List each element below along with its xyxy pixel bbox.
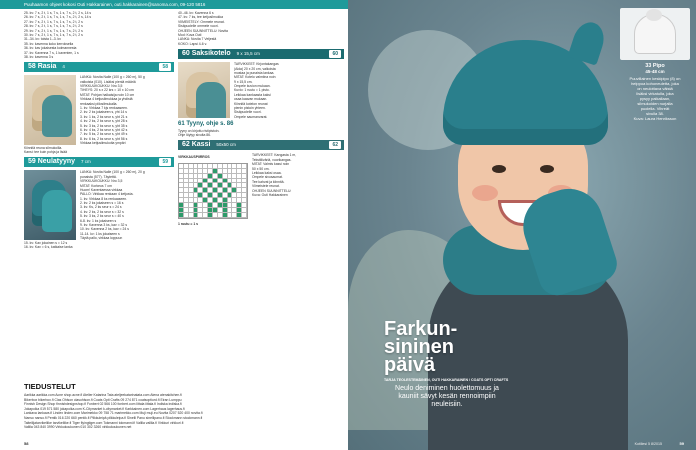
enquiries-line: Aarikka aarikka.com Acne shop.acne.fi Atelier Katarina Tata ateljeekatarinatata.com Atena atenakitchen.fi — [24, 393, 182, 397]
instruction-line: LANKA: Novita 7 Veljestä — [178, 37, 217, 42]
instruction-line: Sisäpuolelle vuori. — [234, 110, 262, 115]
enquiries-line: Finnish Design Shop finnishdesignshop.fi Fonbert 02 566 100 fonbert.com Iittala iittala.fi Indiska indiska.fi — [24, 402, 182, 407]
instruction-line: 7. kv: 5 ks, 2 ks seur s, yht 49 s — [80, 132, 128, 137]
section-62-body — [178, 153, 344, 226]
instruction-line: 10. kv: Kavenna 2 ks, kav = 24 s — [80, 227, 129, 232]
section-59-body — [24, 170, 174, 249]
instruction-line: Tekstiiliväriä, vuorikangas. — [252, 157, 292, 162]
instruction-line: Ompele kuvion mukaan. — [234, 84, 271, 89]
instruction-line: PALLO: Virkkaa renkaan 4 ketjusta. — [80, 192, 134, 197]
instruction-line: 26. kv: 7 s, 2 t, 1 s, 7 s, 1 s, 7 s, 2 t, 2 s, 14 s — [24, 15, 92, 20]
instruction-line: osaa kaavan mukaan. — [234, 97, 268, 102]
instruction-line: 9 x 15,5 cm. — [234, 79, 253, 84]
instruction-line: 4. kv: 2 ks, 2 ks seur s, yht 28 s — [80, 119, 128, 124]
section-meta: 50x50 cm — [216, 142, 236, 148]
instruction-line: 3. kv: 1 ks, 2 ks seur s, yht 21 s — [80, 114, 128, 119]
section-58-body — [24, 75, 174, 154]
section-number-badge: 60 — [329, 50, 341, 58]
section-title: 58 Rasia — [28, 63, 57, 71]
instruction-line: OHJEEN SUUNNITTELU: — [252, 188, 292, 193]
instruction-line: MITAT: Korkeus 7 cm — [80, 183, 112, 188]
instruction-line: 6. kv: 4 ks, 2 ks seur s, yht 42 s — [80, 127, 128, 132]
instruction-line: Ompele saumanvarat. — [234, 114, 268, 119]
instruction-line: OHJEEN SUUNNITTELU: Novita — [178, 28, 228, 33]
instruction-line: 2. kv: 2 ks jokaiseen s = 16 s — [80, 201, 124, 206]
instruction-line: 31.-34. kv: toista 1.-3. kv — [24, 37, 61, 42]
scissor-case-photo — [178, 62, 230, 118]
instruction-line: Viimeistele reunat. — [252, 184, 280, 189]
instruction-line: Virkkaa ketjusilmukoita ympäri — [80, 141, 126, 146]
instruction-line: 36. kv: kav jokaisesta kolmannesta — [24, 46, 77, 51]
caption-line: Puuvillainen keskipipo (8) on — [629, 76, 681, 81]
section-number-badge: 62 — [329, 141, 341, 149]
instruction-line: 15. kv: Kav jokainen s = 12 s — [24, 240, 68, 245]
instruction-line: TARVIKKEET: Kirjontakangas — [234, 62, 279, 67]
instruction-line: 38. kv: kavenna 3 s — [24, 54, 54, 59]
page-number-right: 59 — [679, 441, 684, 446]
section-title: 59 Neulatyyny — [28, 158, 76, 166]
hero-title-line: sininen — [384, 336, 455, 358]
section-header-58 — [24, 62, 174, 72]
instruction-line: Tyyny on kirjottu ristipistoin. — [178, 128, 220, 133]
section-title: 62 Kassi — [182, 141, 211, 149]
instruction-line: 1. kv: Virkkaa 7 kjs renkaaseen. — [80, 106, 128, 111]
instruction-line: 5. kv: 3 ks, 2 ks seur s, yht 35 s — [80, 123, 128, 128]
section-header-60 — [178, 49, 344, 59]
instructions-column-left — [24, 11, 174, 371]
instruction-line: VIRKKUUKOUKKU: Nro 3,5 — [80, 84, 123, 89]
instruction-line: TARVIKKEET: Kangasta 1 m, — [252, 153, 297, 158]
instruction-line: Virkkaa 4 ketjusilmukkaa ja yhdistä — [80, 97, 133, 102]
instruction-line: MITAT: Valmis kassi noin — [252, 162, 290, 167]
magazine-name: Kotiliesi 5 8/2015 — [634, 442, 662, 446]
instruction-line: Ohje löytyy sivulta 86. — [178, 133, 211, 137]
instruction-line: VIIMEISTELY: Ommele reunat. — [178, 19, 225, 24]
caption-line: sivulla 38. — [646, 111, 664, 116]
instruction-line: renkaaksi piilosilmukalla. — [80, 101, 118, 106]
instruction-line: 35. kv: kavenna koko kerroksella — [24, 41, 74, 46]
instruction-line: 3. kv: Ks, 2 ks seur s = 24 s — [80, 205, 122, 210]
section-header-59 — [24, 157, 174, 167]
instruction-line: Kuva: Outi Hakkarainen — [252, 192, 288, 197]
caption-line: helppoa kohoneuletta, joka — [631, 81, 679, 86]
instruction-line: Mod: Kuva Outi — [178, 32, 202, 37]
instruction-line: 25. kv: 7 s, 2 t, 1 s, 7 s, 1 s, 7 s, 2 t, 2 s, 14 s — [24, 11, 92, 15]
instruction-line: Kuvio: 1 ruutu = 1 pisto. — [234, 88, 270, 93]
stitch-chart — [178, 163, 248, 219]
instruction-line: Kansi: tee kuin pohja ja lisää — [24, 149, 67, 154]
instruction-line: 40.-46. kv: Kavenna 6 s — [178, 11, 214, 15]
instruction-line: Huom! Kaventaessa virkkaa — [80, 187, 123, 192]
chart-legend: 1 ruutu = 1 s — [178, 221, 199, 226]
instruction-line: Sisäpuolelle ommele vuori. — [178, 24, 219, 29]
instruction-line: TIHEYS: 20 s x 22 krs = 10 x 10 cm — [80, 88, 134, 93]
pincushion-photo — [24, 170, 76, 240]
caption-line: lisäksi virkatulla, joka — [636, 91, 674, 96]
cover-photo — [348, 0, 696, 450]
instruction-line: pienin pistoin yhteen. — [234, 106, 266, 111]
instruction-line: 29. kv: 7 s, 2 t, 1 s, 7 s, 1 s, 7 s, 2 t, 2 s — [24, 28, 83, 33]
instruction-line: 30. kv: 7 s, 2 t, 1 s, 7 s, 1 s, 7 s, 2 t, 2 s — [24, 32, 83, 37]
chart-cell — [242, 213, 247, 218]
enquiries-line: Jokapoika 019 571 580 jokapoika.com K-Citymarket k-citymarket.fi Karkkainen.com Lagerhaus lagerhaus.fi — [24, 406, 185, 411]
section-title: 60 Saksikotelo — [182, 50, 231, 58]
section-meta: 4 — [62, 64, 65, 70]
section-title-61: 61 Tyyny, ohje s. 86 — [178, 121, 234, 128]
continued-instructions — [24, 11, 174, 59]
instruction-line: 5. kv: 3 ks, 2 ks seur s = 40 s — [80, 214, 124, 219]
instruction-line: valkoista (010). Lisäksi pieniä määriä — [80, 79, 136, 84]
instruction-line: 28. kv: 7 s, 2 t, 1 s, 7 s, 1 s, 7 s, 2 t, 2 s — [24, 24, 83, 29]
instruction-line: Leikkaa kaksi osaa. — [252, 170, 282, 175]
caption-line: silmukoiden nurjalla — [637, 101, 673, 106]
instruction-line: Tee kahvat ja kiinnitä. — [252, 179, 285, 184]
instruction-line: Täytä pallo, virkkaa loppuun — [80, 236, 123, 241]
instruction-line: mustaa ja punaista lankaa. — [234, 70, 275, 75]
instruction-line: 2. kv: 2 ks jokaiseen s, yht 14 s — [80, 110, 127, 115]
page-number-left: 58 — [24, 441, 29, 446]
instruction-line: Ompele sivusaumat. — [252, 175, 283, 180]
section-meta: 9 x 15,5 cm — [236, 51, 260, 57]
instruction-line: punaista (577). Täytettä. — [80, 174, 117, 179]
instruction-line: LANKA: Novita Nalle (100 g = 260 m), 20 g — [80, 170, 145, 175]
caption-line: Kuva: Laura Henriksson — [633, 116, 677, 121]
hero-title-line: Farkun- — [384, 318, 458, 340]
instructions-column-right — [178, 11, 344, 371]
enquiries-line: Lankava lankava.fi Lindex lindex.com Marimekko 09 758 71 marimekko.com Muji muji.eu Novita 0207 520 400 novita.fi — [24, 411, 203, 416]
instruction-line: 11-14. kv: 1 ks jokaiseen s — [80, 231, 120, 236]
section-number-badge: 59 — [159, 158, 171, 166]
instruction-line: 16. kv: Kav = 6 s, katkaise lanka — [24, 244, 73, 249]
instruction-line: 6-8. kv: 1 ks jokaiseen s — [80, 218, 117, 223]
instruction-line: LANKA: Novita Nalle (100 g = 260 m), 50 g — [80, 75, 145, 80]
hero-subtitle: Neulo deniminen huolettomuus ja kauniit sävyt kesän rennoimpiin neuleisiin. — [395, 385, 499, 408]
instruction-line: (Aida) 20 x 20 cm, valkoista — [234, 66, 276, 71]
instruction-line: 50 x 50 cm. — [252, 166, 270, 171]
instruction-line: 47. kv: 7 ks, tee ketjusilmukka — [178, 15, 224, 20]
instruction-line: 9. kv: Kavenna 3 ks, kav = 32 s — [80, 223, 128, 228]
caption-line: pysyy paikallaan, — [639, 96, 671, 101]
instruction-line: MITAT: Kotelo valmiina noin — [234, 75, 276, 80]
enquiries-line: Nanso nanso.fi Pentik 016 220 660 pentik.fi Pilkkuleipä pilkkuleipa.fi Sinelli Panu sinellipanu.fi Stockmann stockmann.fi — [24, 415, 203, 420]
basket-photo — [24, 75, 76, 145]
hat-inset-photo — [620, 8, 690, 60]
hat-ear — [568, 18, 609, 65]
instruction-line: 4. kv: 2 ks, 2 ks seur s = 32 s — [80, 209, 124, 214]
enquiries-section — [24, 382, 344, 430]
caption-line: puolella. Vihreät — [640, 106, 670, 111]
hero-credit: TARJA TEOLESTEMÄINEN, OUTI HAKKARAINEN / COATS OPTI CRAFTS — [384, 378, 509, 382]
section-number-badge: 58 — [159, 63, 171, 71]
hero-title-line: päivä — [384, 354, 436, 376]
instruction-line: 1. kv: Virkkaa 8 ks renkaaseen. — [80, 196, 128, 201]
instruction-line: 37. kv: Kavenna 7 s, 1 kaventen, 1 s — [24, 50, 79, 55]
section-60-body — [178, 62, 344, 119]
pipo-caption — [618, 64, 692, 121]
section-meta: 7 cm — [81, 159, 91, 165]
enquiries-line: Vallila 043 840 3990 Virkkukoukunen 010 302 3260 virkkukoukunen.net — [24, 425, 132, 430]
instruction-line: 27. kv: 7 s, 2 t, 1 s, 7 s, 1 s, 7 s, 2 t, 2 s — [24, 19, 83, 24]
instruction-line: MITAT: Pohjan halkaisija noin 10 cm — [80, 92, 135, 97]
instruction-line: VIRKKUUKOUKKU: Nro 3,5 — [80, 179, 123, 184]
instruction-line: Kiinnitä kotelon reunat — [234, 101, 268, 106]
pipo-size: 45-48 cm — [645, 69, 665, 74]
instruction-line: KOKO: Lapsi 4-6 v. — [178, 41, 207, 46]
hero-title-block — [384, 320, 514, 382]
continued-instructions — [178, 11, 344, 46]
section-header-62 — [178, 140, 344, 150]
instruction-line: 8. kv: 6 ks, 2 ks seur s, yht 56 s — [80, 136, 128, 141]
chart-label: VIRKKAUSPIIRROS — [178, 155, 210, 160]
caption-line: on neulottava väistä — [637, 86, 673, 91]
instruction-line: Leikkaa kankaasta kaksi — [234, 92, 271, 97]
enquiries-line: Bikerbox bikerbox.fi Clas Ohlson clasohlson.fi Coats Opti Crafts 09 274 871 coatsoptiurd.fi Eiran Lumppu — [24, 397, 182, 402]
enquiries-title: TIEDUSTELUT — [24, 382, 76, 391]
pipo-title: 33 Pipo — [645, 63, 665, 69]
page-header-bar: Puuhaamon ohjeet kokosi Outi Hakkarainen, outi.hakkarainen@sanoma.com, 09-120 5816 — [0, 0, 348, 9]
enquiries-line: Taiteilijatarvikeliike tarvikeliike.fi Tiger flyingtiger.com Tokmanni tokmanni.fi Vallila vallila.fi Virkkuri virkkuri.fi — [24, 420, 184, 425]
instruction-line: Kiinnitä reuna silmukoilla. — [24, 145, 63, 150]
